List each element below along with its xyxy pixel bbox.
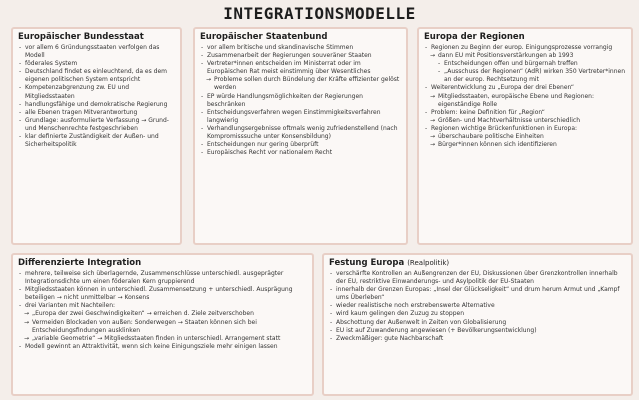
list-item: - verschärfte Kontrollen an Außengrenzen der EU, Diskussionen über Grenzkontrollen innerhalb der EU, restriktive Einwanderungs- und Asylpolitik der EU-Staaten (329, 270, 626, 286)
bullet-list (18, 44, 175, 149)
list-item: - föderales System (18, 60, 175, 68)
list-item: - wird kaum gelingen den Zuzug zu stoppen (329, 310, 626, 318)
list-item: - drei Varianten mit Nachteilen: (18, 302, 307, 310)
list-item: - Grundlage: ausformulierte Verfassung → Grund- und Menschenrechte festgeschrieben (18, 117, 175, 133)
list-item: - Verhandlungsergebnisse oftmals wenig zufriedenstellend (nach Kompromisssuche unter Konsensbildung) (200, 125, 401, 141)
list-item: - alle Ebenen tragen Mitverantwortung (18, 109, 175, 117)
list-item: → „Europa der zwei Geschwindigkeiten“ → erreichen d. Ziele zeitverschoben (18, 310, 307, 318)
card-differenzierte-integration (11, 253, 314, 396)
card-festung-europa (322, 253, 633, 396)
list-item: - EP würde Handlungsmöglichkeiten der Regierungen beschränken (200, 93, 401, 109)
card-europaeischer-staatenbund (193, 27, 408, 245)
list-item: - EU ist auf Zuwanderung angewiesen (+ Bevölkerungsentwicklung) (329, 327, 626, 335)
list-item: → dann EU mit Positionsverstärkungen ab 1993 (424, 52, 626, 60)
list-item: - Europäisches Recht vor nationalem Recht (200, 149, 401, 157)
list-item: - Weiterentwicklung zu „Europa der drei Ebenen“ (424, 84, 626, 92)
list-item: - Regionen wichtige Brückenfunktionen in Europa: (424, 125, 626, 133)
list-item: - Entscheidungen offen und bürgernah treffen (424, 60, 626, 68)
list-item: - Deutschland findet es einleuchtend, da es dem eigenen politischen System entspricht (18, 68, 175, 84)
card-heading-text: Festung Europa (329, 258, 405, 268)
card-heading: Europäischer Staatenbund (200, 32, 328, 42)
card-heading: Europäischer Bundesstaat (18, 32, 144, 42)
card-europa-der-regionen (417, 27, 633, 245)
list-item: → überschaubare politische Einheiten (424, 133, 626, 141)
list-item: - klar definierte Zuständigkeit der Außen- und Sicherheitspolitik (18, 133, 175, 149)
list-item: - innerhalb der Grenzen Europas: „Insel der Glückseligkeit“ und drum herum Armut und „Kampf ums Überleben“ (329, 286, 626, 302)
list-item: - Entscheidungsverfahren wegen Einstimmigkeitsverfahren langwierig (200, 109, 401, 125)
list-item: → Bürger*innen können sich identifizieren (424, 141, 626, 149)
list-item: → Vermeiden Blockaden von außen: Sonderwegen → Staaten können sich bei Entscheidungsfindungen ausklinken (18, 319, 307, 335)
list-item: → Probleme sollen durch Bündelung der Kräfte effizienter gelöst werden (200, 76, 401, 92)
card-europaeischer-bundesstaat (11, 27, 182, 245)
list-item: - mehrere, teilweise sich überlagernde, Zusammenschlüsse unterschiedl. ausgeprägter Integrationsdichte um einen föderalen Kern gruppierend (18, 270, 307, 286)
list-item: - Zusammenarbeit der Regierungen souveräner Staaten (200, 52, 401, 60)
bullet-list (424, 44, 626, 149)
list-item: - wieder realistische noch erstrebenswerte Alternative (329, 302, 626, 310)
page-title: INTEGRATIONSMODELLE (223, 4, 416, 23)
list-item: - Mitgliedsstaaten können in unterschiedl. Zusammensetzung + unterschiedl. Ausprägung beteiligen → nicht unmittelbar → Konsens (18, 286, 307, 302)
list-item: - Regionen zu Beginn der europ. Einigungsprozesse vorrangig (424, 44, 626, 52)
list-item: → „variable Geometrie“ → Mitgliedsstaaten finden in unterschiedl. Arrangement statt (18, 335, 307, 343)
list-item: - handlungsfähige und demokratische Regierung (18, 101, 175, 109)
list-item: → Mitgliedsstaaten, europäische Ebene und Regionen: eigenständige Rolle (424, 93, 626, 109)
list-item: - vor allem 6 Gründungsstaaten verfolgen das Modell (18, 44, 175, 60)
list-item: - Entscheidungen nur gering überprüft (200, 141, 401, 149)
bullet-list (18, 270, 307, 351)
card-heading: Differenzierte Integration (18, 258, 142, 268)
list-item: - Zweckmäßiger: gute Nachbarschaft (329, 335, 626, 343)
card-heading: Europa der Regionen (424, 32, 525, 42)
list-item: - Kompetenzabgrenzung zw. EU und Mitgliedsstaaten (18, 84, 175, 100)
bullet-list (329, 270, 626, 343)
list-item: - Modell gewinnt an Attraktivität, wenn sich keine Einigungsziele mehr einigen lassen (18, 343, 307, 351)
list-item: - Problem: keine Definition für „Region“ (424, 109, 626, 117)
list-item: - „Ausschuss der Regionen“ (AdR) wirken 350 Vertreter*innen an der europ. Rechtsetzung mit (424, 68, 626, 84)
list-item: - Vertreter*innen entscheiden im Ministerrat oder im Europäischen Rat meist einstimmig über Wesentliches (200, 60, 401, 76)
list-item: - Abschottung der Außenwelt in Zeiten von Globalisierung (329, 319, 626, 327)
list-item: - vor allem britische und skandinavische Stimmen (200, 44, 401, 52)
card-heading (329, 258, 626, 268)
card-heading-sub: (Realpolitik) (407, 259, 450, 267)
list-item: → Größen- und Machtverhältnisse unterschiedlich (424, 117, 626, 125)
bullet-list (200, 44, 401, 157)
